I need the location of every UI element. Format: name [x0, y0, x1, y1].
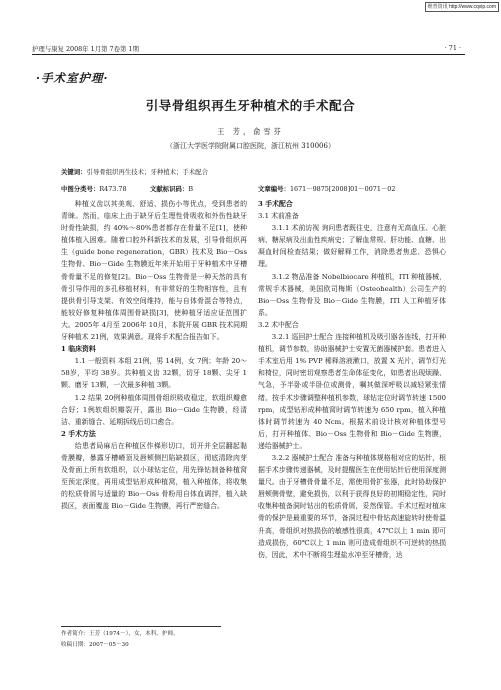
- clc-label: 中图分类号：: [61, 185, 100, 193]
- right-column: [258, 198, 446, 561]
- body-paragraph: 3.2.2 器械护士配合 准备与种植体规格相对应的钻针，根据手术步骤传递器械，及时提醒医生在使用钻针后使用深度测量尺。由于牙槽骨骨量不足，需使用骨扩张器，此时协助保护唇颊侧骨壁，避免损伤，以利于获得良好的初期稳定性，同时收集种植备洞时钻出的松质骨屑，妥然保管。手术过程对植床骨的保护是最重要的环节，备洞过程中骨钻高速旋转时使骨温升高，骨组织对热损伤的敏感性很高，47℃以上 1 min 即可造成损伤，60℃以上 1 min 则可造成骨组织不可逆转的热损伤，因此，术中不断将生理盐水冲至牙槽骨，达: [258, 453, 446, 559]
- body-paragraph: 3.2.1 巡回护士配合 连接种植机及吸引器各连线，打开种植机，调节参数，协助器械护士安置无菌器械护套。患者进入手术室后用 1% PVP 稀释溶液漱口，放置 X 光片，调节灯光和椅位，同时密切观察患者生命体征变化，如患者出现烦躁、气急，予半卧或半卧位或测骨，嘱其做深呼吸以减轻紧张情绪。按手术步骤调整种植机参数，球钻定位时调节转速 1500 rpm，成型钻形成种植窝时调节转速为 650 rpm，植入种植体时调节转速为 40 Ncm。根据术前设计核对种植体型号后，打开种植体、Bio－Oss 生物骨和 Bio－Gide 生物膜，递给器械护士。: [258, 333, 446, 450]
- left-column: [61, 198, 247, 512]
- journal-running-head: 护理与康复 2008年 1月第 7卷第 1期: [32, 45, 139, 53]
- section-heading: 3 手术配合: [258, 200, 293, 208]
- clc-value: R473.78: [99, 185, 127, 193]
- keywords-label: 关键词：: [61, 168, 87, 176]
- section-heading: 3.1 术前准备: [258, 212, 299, 221]
- doc-code-line: [150, 184, 193, 193]
- section-tag: ·手术室护理·: [36, 71, 109, 85]
- body-paragraph: 3.1.1 术前访视 询问患者既往史，注意有无高血压、心脏病、糖尿病及出血性疾病史；了解血常规、肝功能、血糖、出凝血时间检查结果；做好解释工作，消除患者焦虑、恐惧心理。: [258, 224, 446, 269]
- header-rule: [32, 54, 465, 55]
- section-heading: 1 临床资料: [61, 345, 96, 354]
- body-paragraph: 种植义齿以其美观、舒适、损伤小等优点，受到患者的青睐。然而，临床上由于缺牙后生理性骨吸收和外伤性缺牙时骨性缺损，约 40%～80%患者都存在骨量不足[1]，使种植体植入困难。随着口腔外科新技术的发展，引导骨组织再生（guide bone regeneration，GBR）技术及 Bio－Oss 生物骨、Bio－Gide 生物膜近年来开始用于牙种植术中牙槽骨骨量不足的修复[2]。Bio－Oss 生物骨是一种天然的具有骨引导作用的多孔移植材料，有非常好的生物相容性，且有提供骨引导支架、有效空间维持，能与自体骨混合等特点，能较好修复种植体周围骨缺损[3]，使种植牙适应证范围扩大。2005年 4月至 2006年 10月，本院开展 GBR 技术同期牙种植术 21例，效果满意。现将手术配合报告如下。: [61, 200, 247, 342]
- article-no-value: 1671－9875[2008]01－0071－02: [289, 185, 396, 193]
- article-no-label: 文章编号：: [258, 185, 290, 193]
- body-paragraph: 3.1.2 物品准备 Nobelbiocare 种植机，ITI 种植器械，常规手术器械，美国欧司梅斯（Osteohealth）公司生产的 Bio－Oss 生物骨及 Bio－Gide 生物膜，ITI 人工种植牙体系。: [258, 272, 446, 317]
- doc-code-label: 文献标识码：: [150, 185, 189, 193]
- article-title: 引导骨组织再生牙种植术的手术配合: [145, 98, 356, 113]
- watermark: 维普资讯 http://www.cqvip.com: [425, 2, 499, 12]
- received-date: 收稿日期：2007－05－30: [61, 642, 129, 648]
- footnote-rule: [61, 626, 221, 627]
- section-heading: 3.2 术中配合: [258, 320, 299, 329]
- keywords-text: 引导骨组织再生技术；牙种植术；手术配合: [86, 168, 208, 176]
- author-info: 作者简介：王芳（1974－），女，本科，护师。: [61, 631, 179, 637]
- doc-code-value: B: [188, 185, 194, 193]
- section-heading: 2 手术方法: [61, 429, 96, 438]
- authors: 王 芳，俞雪芬: [217, 127, 284, 136]
- affiliation: （浙江大学医学院附属口腔医院，浙江杭州 310006）: [166, 142, 335, 150]
- article-no-line: [258, 184, 395, 193]
- keywords-line: [61, 167, 208, 176]
- clc-line: [61, 184, 127, 193]
- body-paragraph: 给患者局麻后在种植区作梯形切口，切开并全层翻起黏骨膜瓣，暴露牙槽嵴顶及唇颊侧凹陷缺损区，彻底清除肉芽及骨面上所有软组织，以小球钻定位，用先锋钻制备种植窝至预定深度，再用成型钻形成种植窝，植入种植体，将收集的松质骨屑与适量的 Bio－Oss 骨粉用自体血调拌，植入缺损区，表面覆盖 Bio－Gide 生物膜，再行严密缝合。: [61, 441, 247, 511]
- page-number: · 71 ·: [444, 44, 461, 52]
- body-paragraph: 1.2 结果 20例种植体周围骨组织吸收稳定，软组织瓣愈合好；1例软组织瓣裂开，露出 Bio－Gide 生物膜，经清洁、重新缝合、延期拆线后切口愈合。: [61, 393, 247, 426]
- body-paragraph: 1.1 一般资料 本组 21例，男 14例，女 7例；年龄 20～58岁，平均 38岁。共种植义齿 32颗，切牙 18颗、尖牙 1颗、磨牙 13颗，一次最多种植 3颗。: [61, 357, 247, 390]
